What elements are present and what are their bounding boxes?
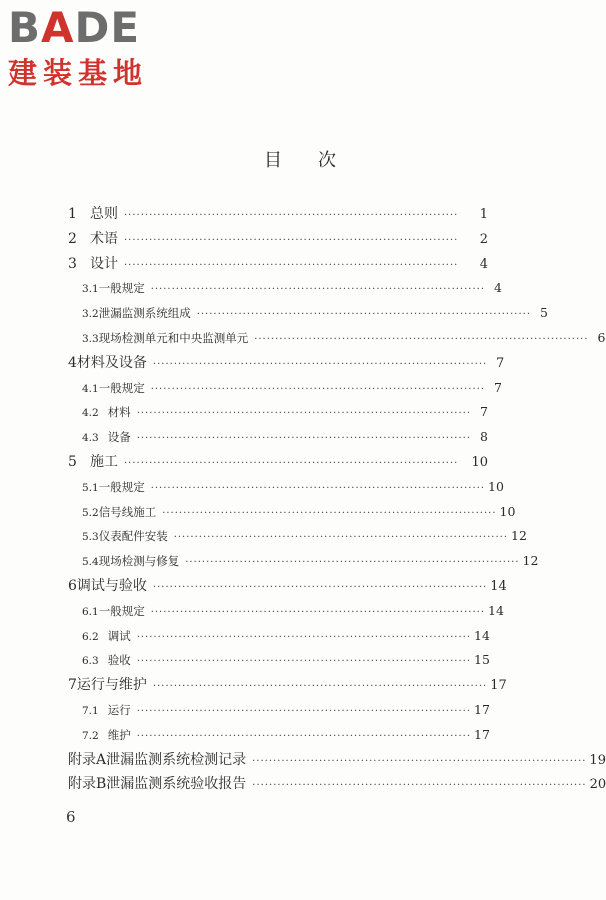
toc-entry[interactable] — [68, 500, 516, 525]
toc-dot-leader: ················································································ — [150, 383, 485, 395]
toc-dot-leader: ················································································ — [173, 532, 508, 544]
toc-entry-number: 5.4 — [82, 556, 99, 569]
toc-dot-leader: ················································································ — [254, 333, 589, 345]
toc-entry-title: 施工 — [90, 453, 118, 470]
logo-subtitle: 建装基地 — [8, 56, 149, 90]
toc-entry[interactable] — [68, 723, 488, 748]
toc-entry-number: 5 — [68, 453, 77, 470]
toc-entry-number: 7.1 — [82, 704, 99, 717]
toc-entry-number: 3.1 — [82, 283, 99, 296]
toc-entry-page: 4 — [494, 280, 502, 296]
toc-dot-leader: ················································································ — [150, 606, 485, 618]
toc-entry-title: 泄漏监测系统验收报告 — [106, 776, 247, 793]
toc-dot-leader: ················································································ — [124, 234, 459, 246]
toc-entry-title: 运行与维护 — [76, 677, 147, 694]
toc-entry[interactable] — [68, 326, 606, 351]
logo-mark-accent-letter: A — [41, 3, 75, 52]
toc-entry-page: 17 — [474, 701, 490, 717]
toc-entry-page: 15 — [474, 652, 490, 668]
toc-entry-title: 仪表配件安装 — [98, 529, 168, 544]
toc-dot-leader: ················································································ — [136, 730, 471, 742]
toc-entry-page: 10 — [471, 454, 488, 470]
toc-entry[interactable] — [68, 624, 488, 649]
toc-dot-leader: ················································································ — [136, 705, 471, 717]
toc-entry-title: 运行 — [107, 702, 131, 717]
toc-entry-title: 材料及设备 — [76, 354, 147, 371]
toc-entry[interactable] — [68, 673, 507, 698]
toc-entry[interactable] — [68, 400, 488, 425]
toc-dot-leader: ················································································ — [136, 656, 471, 668]
toc-dot-leader: ················································································ — [196, 309, 531, 321]
toc-entry-number: 4.1 — [82, 382, 99, 395]
toc-dot-leader: ················································································ — [136, 433, 471, 445]
toc-entry-title: 调试 — [107, 628, 131, 643]
toc-entry-title: 设计 — [90, 255, 118, 272]
toc-entry-title: 术语 — [90, 230, 118, 247]
toc-entry-page: 12 — [511, 528, 527, 544]
toc-entry[interactable] — [68, 425, 488, 450]
toc-entry-title: 设备 — [107, 430, 131, 445]
toc-entry-title: 泄漏监测系统检测记录 — [106, 751, 247, 768]
toc-entry-title: 调试与验收 — [76, 577, 147, 594]
toc-entry-page: 10 — [499, 503, 516, 519]
toc-dot-leader: ················································································ — [152, 581, 488, 593]
toc-entry-page: 17 — [490, 678, 507, 694]
toc-entry-page: 7 — [494, 379, 502, 395]
toc-entry-title: 泄漏监测系统组成 — [98, 306, 191, 321]
toc-entry-number: 3.2 — [82, 308, 99, 321]
toc-dot-leader: ················································································ — [124, 457, 459, 469]
toc-entry-number: 7 — [68, 677, 77, 694]
toc-entry-page: 17 — [474, 726, 490, 742]
toc-entry-title: 现场检测与修复 — [98, 554, 180, 569]
toc-entry[interactable] — [68, 227, 488, 252]
toc-entry-page: 12 — [522, 553, 539, 569]
toc-entry-title: 一般规定 — [98, 281, 145, 296]
toc-entry-page: 6 — [597, 329, 606, 345]
toc-entry-number: 2 — [68, 230, 77, 247]
toc-entry[interactable] — [68, 376, 502, 401]
toc-entry[interactable] — [68, 475, 504, 500]
toc-entry[interactable] — [68, 351, 505, 376]
logo-mark-letters-end: DE — [74, 3, 141, 52]
toc-entry[interactable] — [68, 252, 488, 277]
toc-dot-leader: ················································································ — [124, 210, 459, 221]
toc-entry-number: 7.2 — [82, 729, 99, 742]
toc-entry-page: 7 — [495, 355, 505, 371]
toc-entry[interactable] — [68, 574, 507, 599]
page-title: 目次 — [264, 150, 372, 171]
toc-entry[interactable] — [68, 450, 488, 475]
toc-entry[interactable] — [68, 772, 606, 797]
toc-entry-number: 6 — [68, 577, 77, 594]
toc-entry-number: 4.2 — [82, 407, 99, 420]
logo-mark-letters: B — [8, 3, 42, 52]
toc-entry-title: 维护 — [107, 727, 131, 742]
toc-entry[interactable] — [68, 549, 539, 574]
toc-dot-leader: ················································································ — [136, 631, 471, 643]
toc-entry-page: 10 — [488, 478, 504, 494]
toc-dot-leader: ················································································ — [152, 358, 488, 370]
toc-dot-leader: ················································································ — [150, 284, 485, 296]
toc-entry[interactable] — [68, 202, 488, 227]
toc-entry-number: 5.2 — [82, 506, 99, 519]
toc-entry-page: 5 — [540, 305, 548, 321]
toc-entry-number: 1 — [68, 206, 77, 222]
toc-entry-number: 6.3 — [82, 655, 99, 668]
toc-entry[interactable] — [68, 748, 606, 773]
toc-dot-leader: ················································································ — [162, 507, 497, 519]
page-number: 6 — [66, 808, 76, 826]
toc-dot-leader: ················································································ — [124, 259, 459, 271]
toc-entry-title: 材料 — [107, 405, 131, 420]
bade-logo — [8, 3, 178, 90]
toc-entry-number: 6.1 — [82, 605, 99, 618]
toc-entry-page: 4 — [479, 256, 488, 272]
toc-dot-leader: ················································································ — [136, 408, 471, 420]
toc-entry-title: 一般规定 — [98, 479, 145, 494]
toc-entry-page: 1 — [479, 207, 488, 222]
toc-entry[interactable] — [68, 599, 504, 624]
toc-dot-leader: ················································································ — [252, 755, 587, 767]
toc-entry-page: 14 — [474, 627, 490, 643]
toc-entry-title: 验收 — [107, 653, 131, 668]
logo-mark — [8, 3, 178, 52]
toc-entry-page: 2 — [479, 231, 488, 247]
toc-entry-number: 6.2 — [82, 630, 99, 643]
toc-entry[interactable] — [68, 276, 502, 301]
toc-entry-number: 4 — [68, 354, 77, 371]
toc-entry[interactable] — [68, 301, 548, 326]
toc-entry-number: 附录A — [68, 751, 107, 768]
toc-entry-number: 附录B — [68, 776, 107, 793]
toc-entry-page: 8 — [480, 429, 488, 445]
toc-entry-page: 19 — [589, 752, 606, 768]
toc-entry-title: 一般规定 — [98, 380, 145, 395]
toc-entry-title: 总则 — [90, 206, 118, 222]
toc-entry-page: 7 — [480, 404, 488, 420]
toc-entry[interactable] — [68, 524, 527, 549]
toc-entry-number: 5.1 — [82, 481, 99, 494]
toc-entry-number: 5.3 — [82, 531, 99, 544]
toc-entry-number: 4.3 — [82, 432, 99, 445]
toc-entry-number: 3 — [68, 255, 77, 272]
toc-dot-leader: ················································································ — [152, 681, 488, 693]
toc-dot-leader: ················································································ — [185, 557, 520, 569]
toc-entry-page: 14 — [490, 578, 507, 594]
toc-dot-leader: ················································································ — [252, 780, 587, 792]
toc-entry-title: 现场检测单元和中央监测单元 — [98, 330, 249, 345]
toc-entry-page: 14 — [488, 602, 504, 618]
table-of-contents — [68, 202, 606, 797]
toc-entry-title: 信号线施工 — [98, 504, 157, 519]
toc-dot-leader: ················································································ — [150, 482, 485, 494]
toc-entry[interactable] — [68, 698, 488, 723]
toc-entry-title: 一般规定 — [98, 603, 145, 618]
toc-entry-number: 3.3 — [82, 332, 99, 345]
toc-entry-page: 20 — [589, 777, 606, 793]
toc-entry[interactable] — [68, 648, 488, 673]
